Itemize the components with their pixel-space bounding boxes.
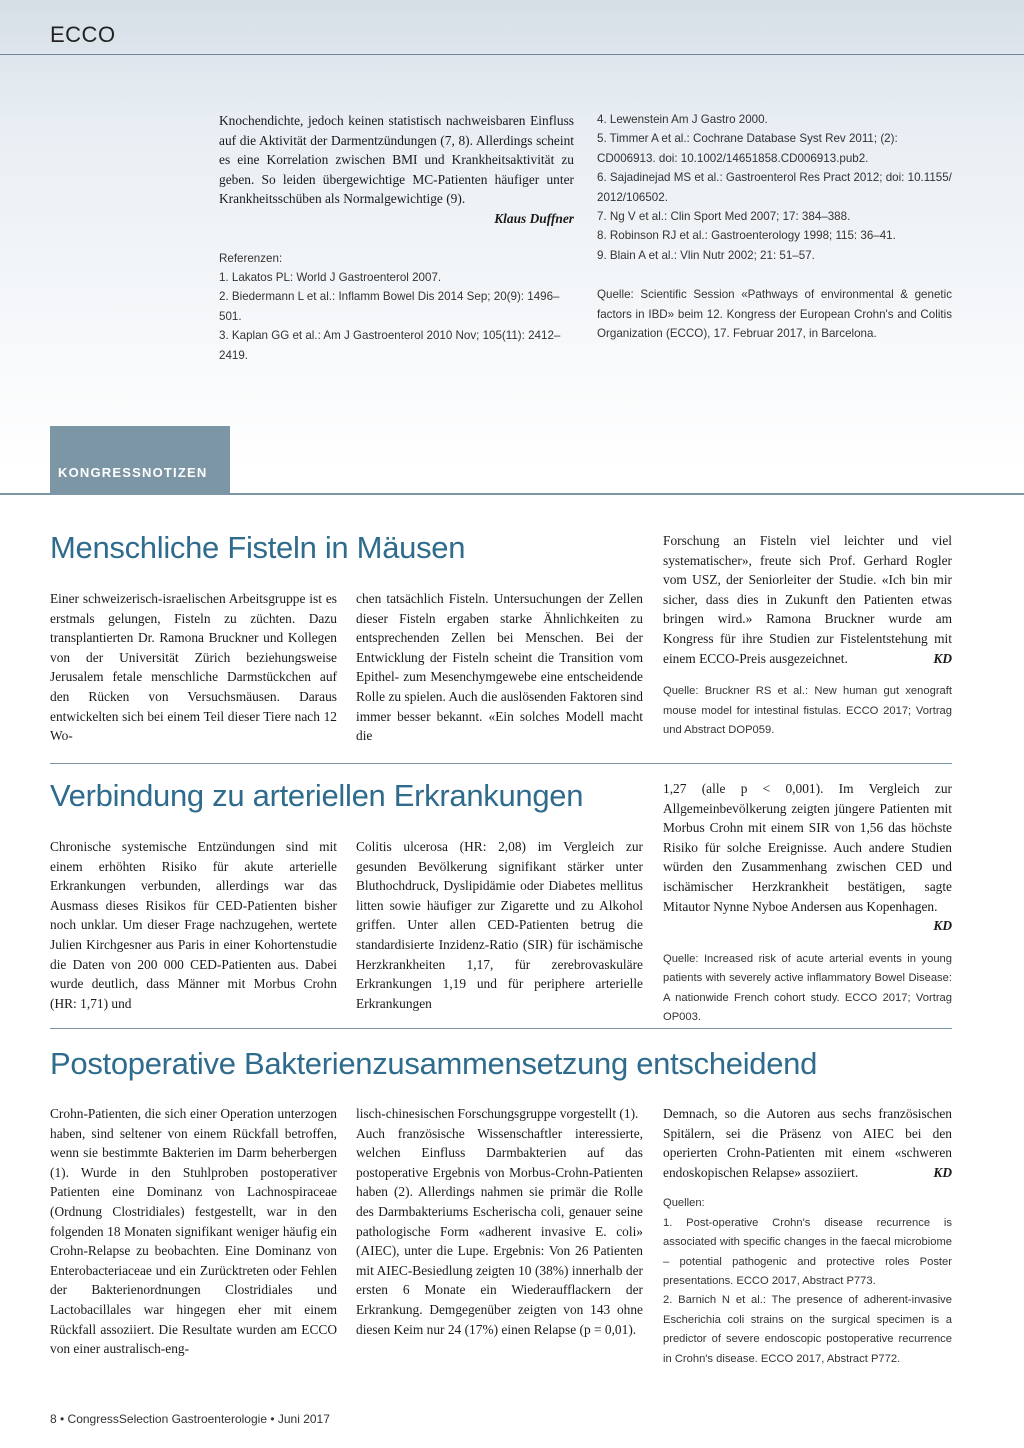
reference-item: 3. Kaplan GG et al.: Am J Gastroenterol 2010 Nov; 105(11): 2412–2419. [219,329,561,362]
intro-source: Quelle: Scientific Session «Pathways of environmental & genetic factors in IBD» beim 12. Kongress der European Crohn's and Colitis Organization (ECCO), 17. Februar 2017, in Barcelona. [597,288,952,341]
article-divider [50,1028,952,1029]
article1-column3 [663,531,952,740]
article3-text: Auch französische Wissenschaftler interessierte, welchen Einfluss Darmbakterien auf das postoperative Ergebnis von Morbus-Crohn-Patienten haben (2). Allerdings nahmen sie primär die Rolle des Darmbakteriums Escherischa coli, genauer seine pathologische Form «adherent invasive E. coli» (AIEC), unter die Lupe. Ergebnis: Von 26 Patienten mit AIEC-Besiedlung zeigten 10 (38%) innerhalb der ersten 6 Monate ein Wiederaufflackern der Erkrankung. Demgegenüber zeigten von 143 ohne diesen Keim nur 24 (17%) einen Relapse (p = 0,01). [356,1125,643,1337]
article2-text: Colitis ulcerosa (HR: 2,08) im Vergleich zur gesunden Bevölkerung signifikant stärker unter Bluthochdruck, Dyslipidämie oder Diabetes mellitus litten sowie häufiger zur Zigarette und zu Alkohol griffen. Unter allen CED-Patienten betrug die standardisierte Inzidenz-Ratio (SIR) für ischämische Herzkrankheiten 1,17, für zerebrovaskuläre Erkrankungen 1,19 und für periphere arterielle Erkrankungen [356,839,643,1011]
reference-item: 5. Timmer A et al.: Cochrane Database Syst Rev 2011; (2): CD006913. doi: 10.1002/14651858.CD006913.pub2. [597,132,898,165]
reference-item: 7. Ng V et al.: Clin Sport Med 2007; 17: 384–388. [597,210,851,224]
article3-sources-title: Quellen: [663,1197,705,1210]
article3-title: Postoperative Bakterienzusammensetzung entscheidend [50,1046,818,1081]
references-title: Referenzen: [219,251,283,265]
article3-source-item: 1. Post-operative Crohn's disease recurrence is associated with specific changes in the faecal microbiome – potential pathogenic and protective roles Poster presentations. ECCO 2017, Abstract P773. [663,1216,952,1287]
page-footer: 8 • CongressSelection Gastroenterologie • Juni 2017 [50,1412,330,1426]
article-divider [50,763,952,764]
article1-text-end [663,531,952,668]
section-tab [50,426,230,494]
article2-text-end [663,779,952,934]
intro-body: Knochendichte, jedoch keinen statistisch nachweisbaren Einfluss auf die Aktivität der Darmentzündungen (7, 8). Allerdings scheint es eine Korrelation zwischen BMI und Krankheitsaktivität zu geben. So leiden übergewichtige MC-Patienten häufiger unter Krankheitsschüben als Normalgewichtige (9). [219,113,574,207]
publication-brand: ECCO [50,22,116,47]
header-rule [0,54,1024,55]
reference-item: 8. Robinson RJ et al.: Gastroenterology 1998; 115: 36–41. [597,229,896,243]
reference-item: 2. Biedermann L et al.: Inflamm Bowel Dis 2014 Sep; 20(9): 1496–501. [219,290,560,323]
article1-source: Quelle: Bruckner RS et al.: New human gut xenograft mouse model for intestinal fistulas. ECCO 2017; Vortrag und Abstract DOP059. [663,685,952,736]
article3-text-end [663,1104,952,1182]
article3-column2 [356,1104,643,1339]
article1-signature: KD [933,650,952,666]
article3-text: lisch-chinesischen Forschungsgruppe vorgestellt (1). [356,1106,639,1121]
reference-item: 4. Lewenstein Am J Gastro 2000. [597,113,768,126]
article2-title: Verbindung zu arteriellen Erkrankungen [50,778,584,813]
section-label: KONGRESSNOTIZEN [58,465,208,480]
article1-column2 [356,589,643,746]
article3-source-item: 2. Barnich N et al.: The presence of adherent-invasive Escherichia coli strains on the surgical specimen is a predictor of severe endoscopic postoperative recurrence in Crohn's disease. ECCO 2017, Abstract P772. [663,1294,952,1365]
article2-column1 [50,837,337,1013]
article1-column1 [50,589,337,746]
article3-text: Demnach, so die Autoren aus sechs französischen Spitälern, sei die Präsenz von AIEC bei den operierten Crohn-Patienten mit einem «schweren endoskopischen Relapse» assoziiert. [663,1106,952,1180]
section-rule [0,493,1024,495]
reference-item: 9. Blain A et al.: Vlin Nutr 2002; 21: 51–57. [597,248,815,262]
intro-column-left [219,111,574,365]
article2-column2 [356,837,643,1013]
article3-signature: KD [933,1164,952,1180]
article1-text: Einer schweizerisch-israelischen Arbeitsgruppe ist es erstmals gelungen, Fisteln zu züchten. Dazu transplantierten Dr. Ramona Bruckner und Kollegen von der Universität Zürich beziehungsweise Jerusalem fetale menschliche Darmstückchen auf den Rücken von Versuchsmäusen. Daraus entwickelten sich bei einem Teil dieser Tiere nach 12 Wo- [50,591,337,744]
article3-column1 [50,1104,337,1359]
article1-text: chen tatsächlich Fisteln. Untersuchungen der Zellen dieser Fisteln ergaben starke Ähnlichkeiten zu entsprechenden Zellen bei Menschen. Bei der Entwicklung der Fisteln scheint die Transition vom Epithel- zum Mesenchymgewebe eine entscheidende Rolle zu spielen. Auch die auslösenden Faktoren sind immer besser bekannt. «Ein solches Modell macht die [356,591,643,744]
article2-source: Quelle: Increased risk of acute arterial events in young patients with severely active inflammatory Bowel Disease: A nationwide French cohort study. ECCO 2017; Vortrag OP003. [663,952,952,1023]
reference-item: 6. Sajadinejad MS et al.: Gastroenterol Res Pract 2012; doi: 10.1155/ 2012/106502. [597,171,952,204]
article1-title: Menschliche Fisteln in Mäusen [50,530,466,565]
article3-text: Crohn-Patienten, die sich einer Operation unterzogen haben, sind seltener von einem Rückfall betroffen, wenn sie bestimmte Bakterien im Darm beherbergen (1). Wurde in den Stuhlproben postoperativer Patienten eine Dominanz von Lachnospiraceae (Ordnung Clostridiales) festgestellt, war in den folgenden 18 Monaten signifikant weniger häufig ein Crohn-Relapse zu beobachten. Eine Dominanz von Enterobacteriaceae und ein Zurücktreten oder Fehlen der Bakterienordnungen Clostridiales und Lactobacillales war hingegen eher mit einem Rückfall assoziiert. Die Resultate wurden am ECCO von einer australisch-eng- [50,1106,337,1357]
article2-text: Chronische systemische Entzündungen sind mit einem erhöhten Risiko für akute arterielle Erkrankungen verbunden, allerdings war das Ausmass dieses Risikos für CED-Patienten bisher noch unklar. Um dieser Frage nachzugehen, wertete Julien Kirchgesner aus Paris in einer Kohortenstudie die Daten von 200 000 CED-Patienten aus. Dabei wurde deutlich, dass Männer mit Morbus Crohn (HR: 1,71) und [50,839,337,1011]
intro-author: Klaus Duffner [494,210,574,226]
reference-item: 1. Lakatos PL: World J Gastroenterol 2007. [219,270,442,284]
article3-column3 [663,1104,952,1369]
article1-text: Forschung an Fisteln viel leichter und viel systematischer», freute sich Prof. Gerhard Rogler vom USZ, der Seniorleiter der Studie. «Ich bin mir sicher, dass dies in Zukunft den Patienten etwas bringen wird.» Ramona Bruckner wurde am Kongress für ihre Studien zur Fistelentstehung mit einem ECCO-Preis ausgezeichnet. [663,533,952,666]
article2-text: 1,27 (alle p < 0,001). Im Vergleich zur Allgemeinbevölkerung zeigten jüngere Patienten mit Morbus Crohn mit einem SIR von 1,56 das höchste Risiko für solche Ereignisse. Auch andere Studien würden den Zusammenhang zwischen CED und ischämischer Herzkrankheit bestätigen, sagte Mitautor Nynne Nyboe Andersen aus Kopenhagen. [663,781,952,914]
article2-column3 [663,779,952,1027]
intro-column-right [597,110,952,343]
article2-signature: KD [933,918,952,934]
